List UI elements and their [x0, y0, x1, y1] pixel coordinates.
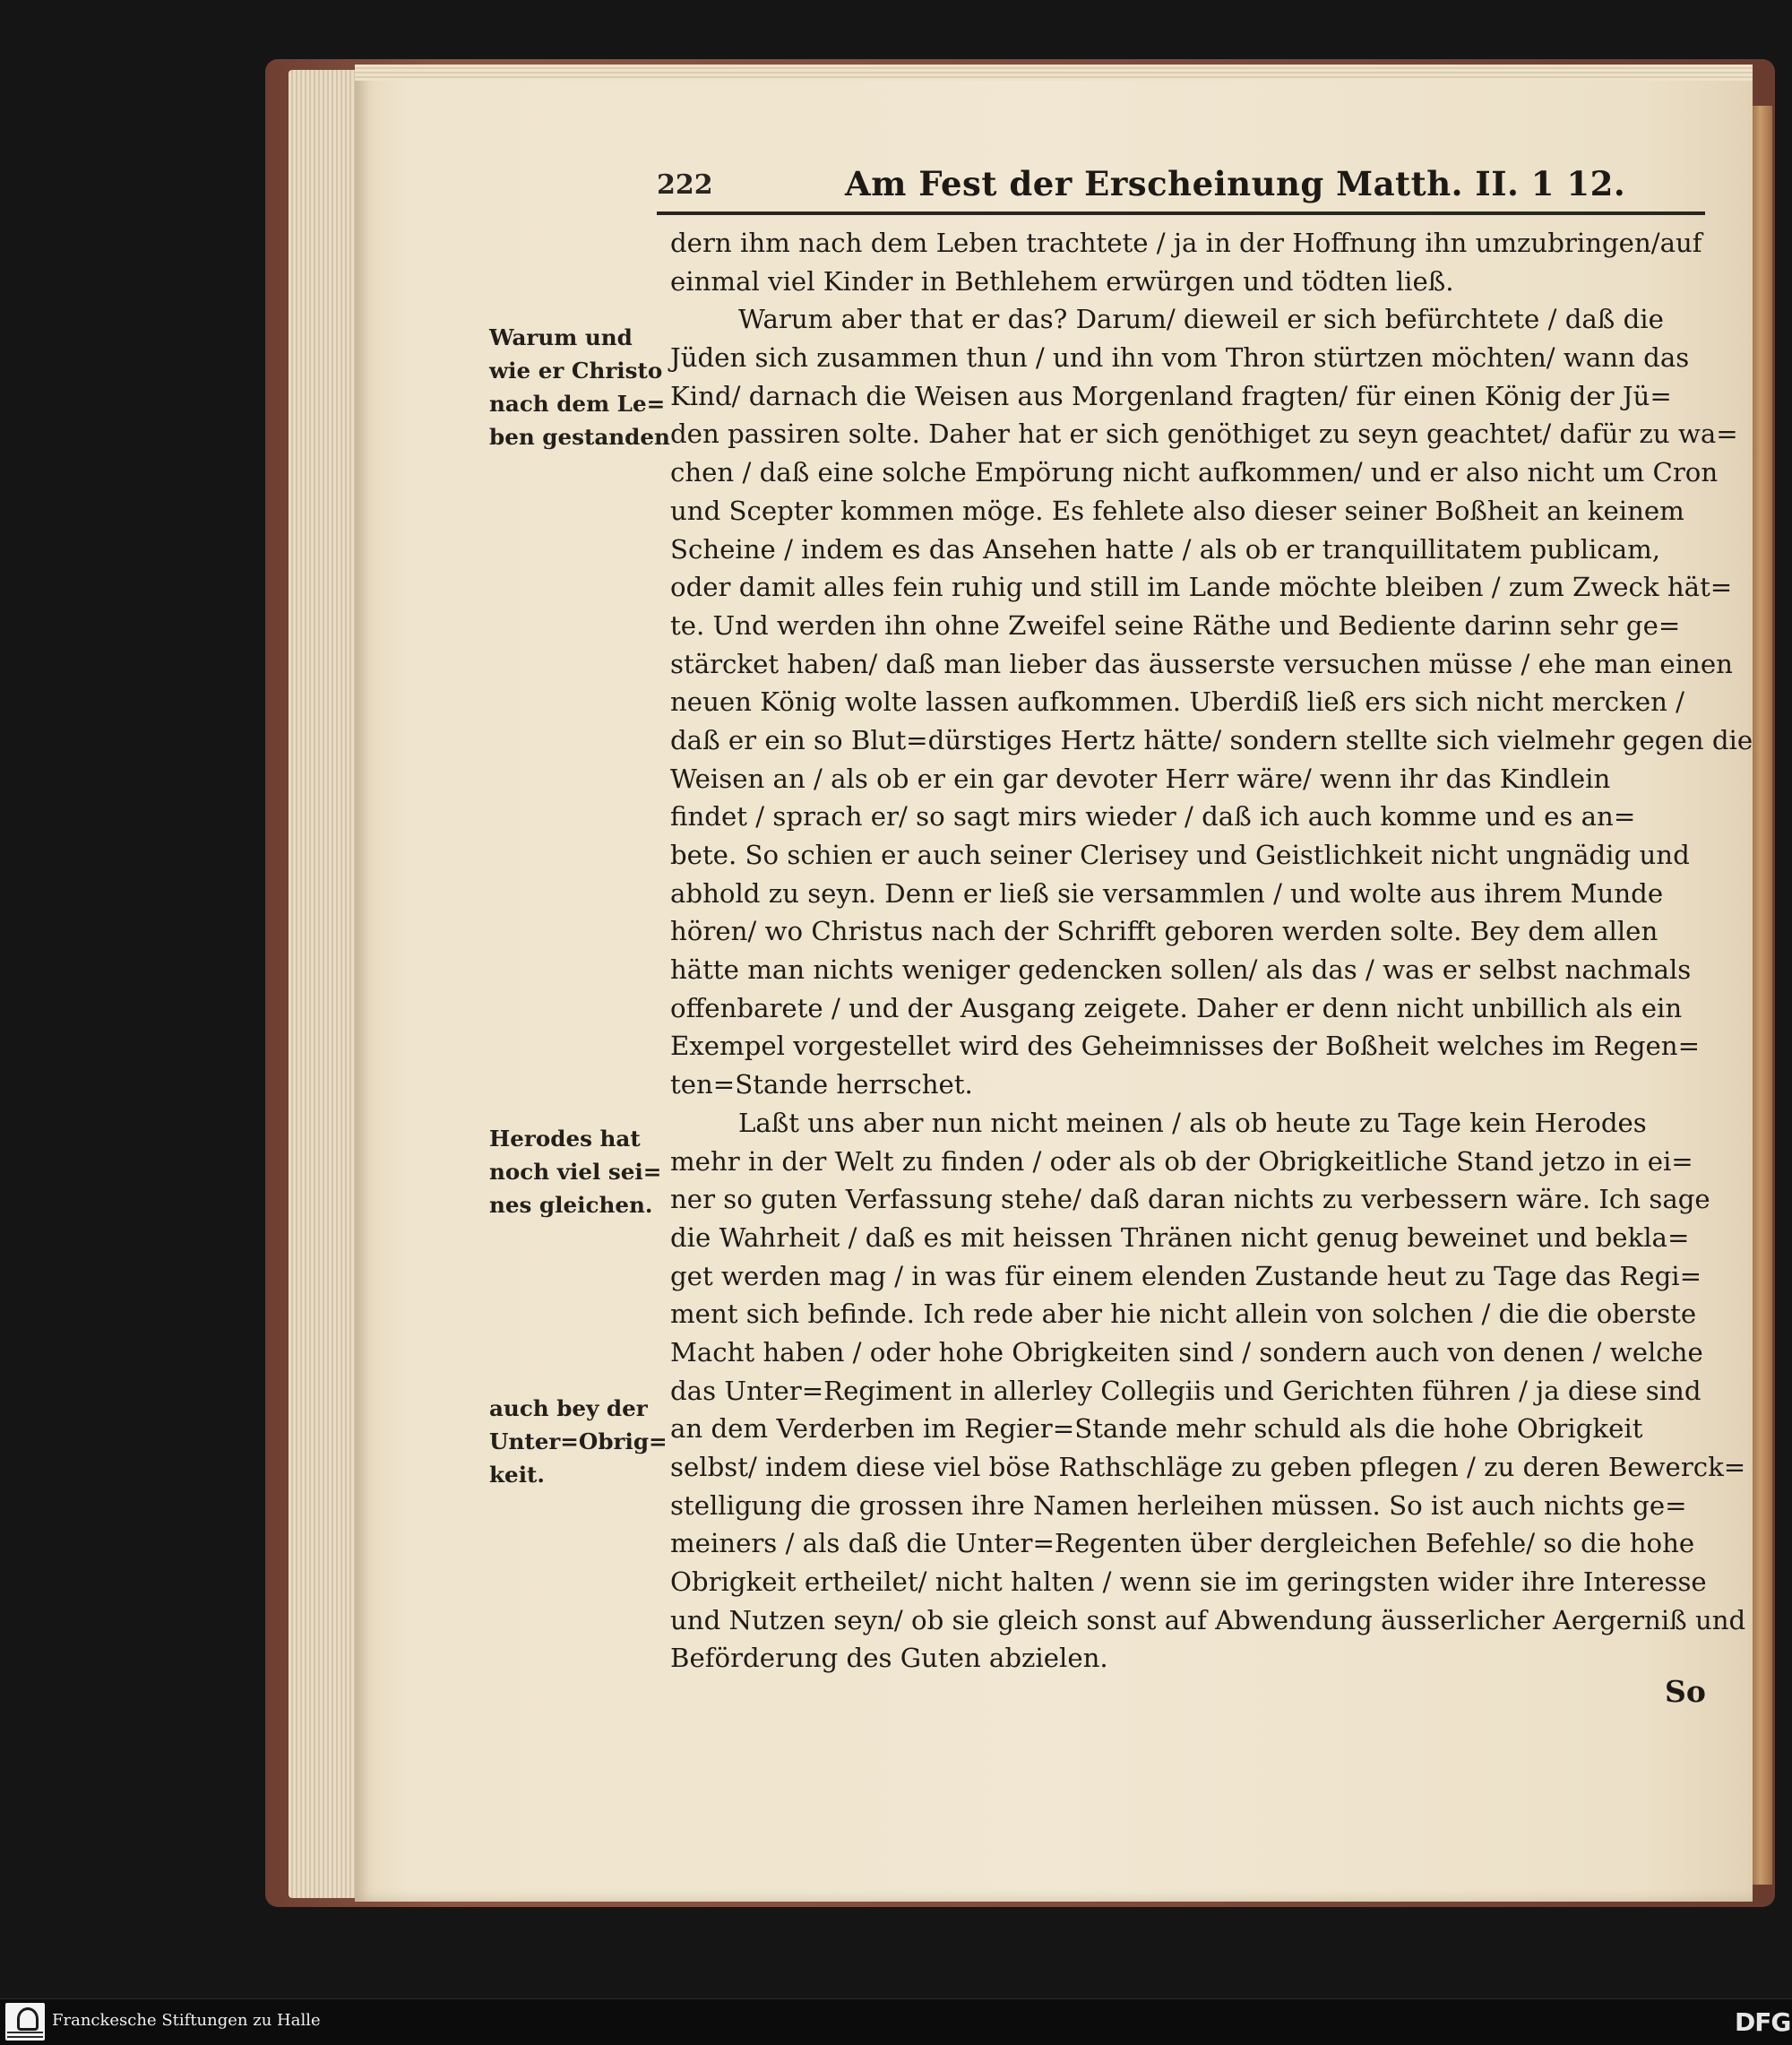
- text-line: neuen König wolte lassen aufkommen. Uberdiß ließ ers sich nicht mercken /: [670, 686, 1684, 718]
- margin-note-line: Warum und: [489, 324, 633, 350]
- text-line: einmal viel Kinder in Bethlehem erwürgen und tödten ließ.: [670, 265, 1454, 297]
- text-line: Exempel vorgestellet wird des Geheimnisses der Boßheit welches im Regen=: [670, 1031, 1701, 1062]
- margin-note-line: nes gleichen.: [489, 1192, 653, 1218]
- catchword: So: [1665, 1674, 1706, 1709]
- text-line: stärcket haben/ daß man lieber das äusserste versuchen müsse / ehe man einen: [670, 648, 1733, 679]
- margin-note-line: ben gestanden: [489, 424, 670, 450]
- margin-note: [489, 1392, 668, 1491]
- page-number: 222: [657, 169, 713, 201]
- text-line: ment sich befinde. Ich rede aber hie nicht allein von solchen / die die oberste: [670, 1299, 1697, 1330]
- text-line: Obrigkeit ertheilet/ nicht halten / wenn sie im geringsten wider ihre Interesse: [670, 1566, 1707, 1598]
- text-line: hören/ wo Christus nach der Schrifft geboren werden solte. Bey dem allen: [670, 916, 1658, 947]
- text-line: chen / daß eine solche Empörung nicht aufkommen/ und er also nicht um Cron: [670, 457, 1719, 488]
- text-line: Warum aber that er das? Darum/ dieweil er sich befürchtete / daß die: [738, 304, 1664, 335]
- margin-note-line: Unter=Obrig=: [489, 1428, 668, 1454]
- text-line: meiners / als daß die Unter=Regenten über dergleichen Befehle/ so die hohe: [670, 1528, 1695, 1559]
- header-rule: [657, 211, 1705, 215]
- text-line: das Unter=Regiment in allerley Collegiis und Gerichten führen / ja diese sind: [670, 1375, 1702, 1406]
- page-stack: [289, 70, 360, 1898]
- margin-note-line: noch viel sei=: [489, 1159, 662, 1185]
- margin-note: [489, 1122, 668, 1221]
- institution-name-link[interactable]: Franckesche Stiftungen zu Halle: [52, 2011, 321, 2030]
- text-line: findet / sprach er/ so sagt mirs wieder / daß ich auch komme und es an=: [670, 801, 1636, 833]
- text-line: stelligung die grossen ihre Namen herleihen müssen. So ist auch nichts ge=: [670, 1489, 1687, 1521]
- text-line: hätte man nichts weniger gedencken sollen/ als das / was er selbst nachmals: [670, 954, 1692, 986]
- institution-logo-icon[interactable]: [5, 2003, 45, 2041]
- text-line: dern ihm nach dem Leben trachtete / ja in der Hoffnung ihn umzubringen/auf: [670, 228, 1702, 258]
- text-line: Scheine / indem es das Ansehen hatte / als ob er tranquillitatem publicam,: [670, 533, 1661, 565]
- text-line: Laßt uns aber nun nicht meinen / als ob heute zu Tage kein Herodes: [738, 1107, 1647, 1138]
- text-line: Weisen an / als ob er ein gar devoter Herr wäre/ wenn ihr das Kindlein: [670, 763, 1611, 794]
- text-line: abhold zu seyn. Denn er ließ sie versammlen / und wolte aus ihrem Munde: [670, 877, 1664, 909]
- margin-note-line: nach dem Le=: [489, 391, 666, 417]
- running-head: [657, 164, 1705, 211]
- text-line: und Scepter kommen möge. Es fehlete also dieser seiner Boßheit an keinem: [670, 495, 1684, 526]
- text-line: mehr in der Welt zu finden / oder als ob der Obrigkeitliche Stand jetzo in ei=: [670, 1145, 1693, 1177]
- margin-note-line: keit.: [489, 1462, 545, 1488]
- margin-note: [489, 321, 668, 453]
- text-line: Kind/ darnach die Weisen aus Morgenland fragten/ für einen König der Jü=: [670, 380, 1672, 411]
- text-line: ten=Stande herrschet.: [670, 1069, 973, 1100]
- text-line: die Wahrheit / daß es mit heissen Thränen nicht genug beweinet und bekla=: [670, 1221, 1690, 1253]
- text-line: an dem Verderben im Regier=Stande mehr schuld als die hohe Obrigkeit: [670, 1413, 1643, 1445]
- text-line: selbst/ indem diese viel böse Rathschläge zu geben pflegen / zu deren Bewerck=: [670, 1452, 1746, 1482]
- footer-bar: [0, 1998, 1792, 2045]
- margin-note-line: auch bey der: [489, 1395, 648, 1421]
- running-title: Am Fest der Erscheinung Matth. II. 1 12.: [845, 164, 1626, 203]
- text-line: ner so guten Verfassung stehe/ daß daran nichts zu verbessern wäre. Ich sage: [670, 1184, 1710, 1215]
- book-fore-edge: [1753, 106, 1772, 1885]
- text-line: te. Und werden ihn ohne Zweifel seine Räthe und Bediente darinn sehr ge=: [670, 609, 1681, 641]
- margin-note-line: wie er Christo: [489, 358, 663, 384]
- text-line: den passiren solte. Daher hat er sich genöthiget zu seyn geachtet/ dafür zu wa=: [670, 418, 1738, 450]
- text-line: Macht haben / oder hohe Obrigkeiten sind / sondern auch von denen / welche: [670, 1336, 1703, 1368]
- page-top-edge: [355, 65, 1753, 81]
- text-line: oder damit alles fein ruhig und still im Lande möchte bleiben / zum Zweck hät=: [670, 572, 1733, 603]
- text-line: Jüden sich zusammen thun / und ihn vom Thron stürtzen möchten/ wann das: [670, 342, 1690, 374]
- margin-note-line: Herodes hat: [489, 1126, 641, 1152]
- text-line: daß er ein so Blut=dürstiges Hertz hätte/ sondern stellte sich vielmehr gegen die: [670, 724, 1753, 755]
- text-line: Beförderung des Guten abzielen.: [670, 1643, 1108, 1674]
- body-text: [670, 224, 1753, 1678]
- text-line: und Nutzen seyn/ ob sie gleich sonst auf Abwendung äusserlicher Aergerniß und: [670, 1604, 1746, 1635]
- text-line: bete. So schien er auch seiner Clerisey und Geistlichkeit nicht ungnädig und: [670, 840, 1690, 870]
- text-line: offenbarete / und der Ausgang zeigete. Daher er denn nicht unbillich als ein: [670, 992, 1683, 1023]
- text-line: get werden mag / in was für einem elenden Zustande heut zu Tage das Regi=: [670, 1260, 1702, 1291]
- dfg-logo[interactable]: DFG: [1735, 2007, 1791, 2037]
